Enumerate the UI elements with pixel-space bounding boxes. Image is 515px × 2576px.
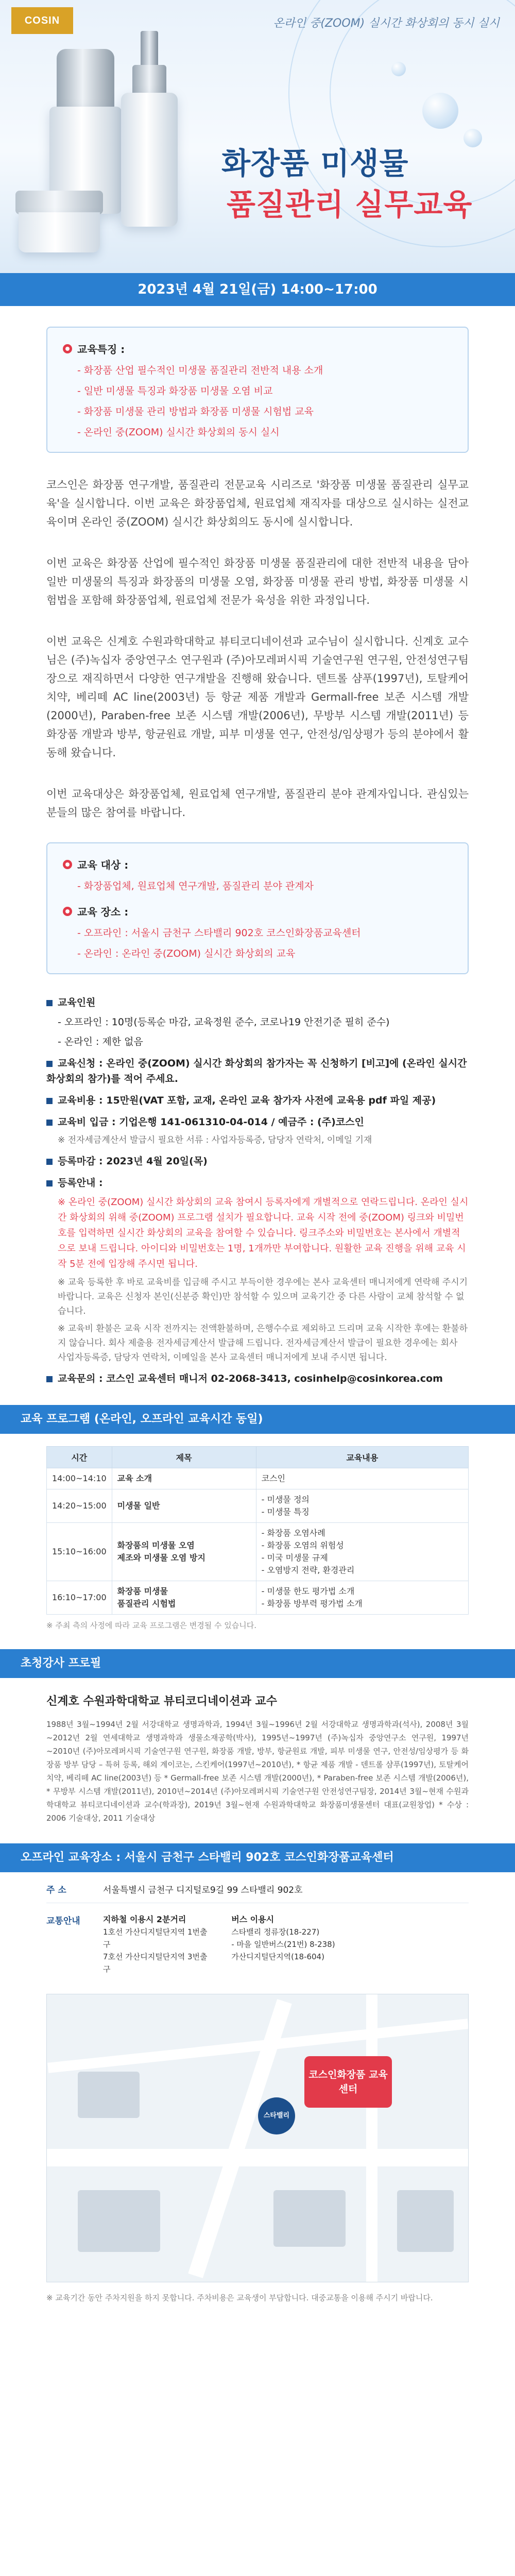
headcount-label: 교육인원: [46, 995, 469, 1010]
place-item: - 오프라인 : 서울시 금천구 스타밸리 902호 코스인화장품교육센터: [77, 927, 361, 939]
pump-bottle-image: [121, 31, 178, 227]
square-bullet-icon: [46, 1000, 53, 1006]
bullet-icon: [63, 344, 72, 353]
map-block: [78, 2190, 160, 2252]
deadline-info: 등록마감 : 2023년 4월 20일(목): [46, 1154, 469, 1169]
parking-note: ※ 교육기간 동안 주차지원을 하지 못합니다. 주차비용은 교육생이 부담합니다. 대중교통을 이용해 주시기 바랍니다.: [46, 2293, 433, 2302]
target-box: [46, 842, 469, 974]
subway-line: 7호선 가산디지털단지역 3번출구: [103, 1952, 208, 1974]
table-row: [47, 1468, 469, 1489]
zoom-guide: ※ 온라인 중(ZOOM) 실시간 화상회의 교육 참여시 등록자에게 개별적으로 연락드립니다. 온라인 실시간 화상회의 위해 중(ZOOM) 프로그램 설치가 필요합니다. 교육 시작 전에 중(ZOOM) 링크와 비밀번호를 입력하면 실시간 화상회의 교육을 참여할 수 있습니다. 링크주소와 비밀번호는 본사에서 개별적으로 보내 드립니다. 아이디와 비밀번호는 1명, 1개까만 부여합니다. 원활한 교육 진행을 위해 교육 시작 5분 전에 입장해 주시면 됩니다.: [58, 1197, 469, 1269]
main-content: [0, 327, 515, 2304]
target-title: 교육 대상 :: [63, 857, 452, 872]
time-cell: 15:10~16:00: [47, 1523, 112, 1581]
fee-info: 교육비용 : 15만원(VAT 포함, 교재, 온라인 교육 참가자 사전에 교육용 pdf 파일 제공): [46, 1093, 469, 1108]
speaker-header: 초청강사 프로필: [0, 1649, 515, 1678]
subject-cell: 화장품 미생물 품질관리 시험법: [112, 1581, 256, 1615]
col-subject: 제목: [112, 1447, 256, 1468]
subject-cell: 교육 소개: [112, 1468, 256, 1489]
account-note: ※ 전자세금계산서 발급시 필요한 서류 : 사업자등록증, 담당자 연락처, 이메일 기재: [58, 1135, 372, 1145]
feature-item: - 화장품 산업 필수적인 미생물 품질관리 전반적 내용 소개: [77, 365, 323, 376]
square-bullet-icon: [46, 1180, 53, 1187]
payment-note: ※ 교육 등록한 후 바로 교육비를 입금해 주시고 부득이한 경우에는 본사 교육센터 매니저에게 연락해 주시기 바랍니다. 교육은 신청자 본인(신분증 확인)만 참석할 수 있으며 교육기간 중 다른 사람이 교체 참석할 수 없습니다.: [58, 1277, 468, 1316]
refund-note: ※ 교육비 환불은 교육 시작 전까지는 전액환불하며, 은행수수료 제외하고 드리며 교육 시작한 후에는 환불하지 않습니다. 회사 제출용 전자세금계산서 발급해 드립니다. 전자세금계산서 발급이 필요한 경우에는 회사 사업자등록증, 담당자 연락처, 이메일을 본사 교육센터 매니저에게 보내 주시면 됩니다.: [58, 1324, 468, 1363]
account-info: 교육비 입금 : 기업은행 141-061310-04-014 / 예금주 : (주)코스인: [46, 1114, 469, 1130]
table-row: [47, 1581, 469, 1615]
map-destination-marker: 코스인화장품 교육센터: [304, 2056, 392, 2108]
features-box: [46, 327, 469, 453]
place-title: 교육 장소 :: [63, 904, 452, 919]
subject-cell: 화장품의 미생물 오염 제조와 미생물 오염 방지: [112, 1523, 256, 1581]
headcount-offline: - 오프라인 : 10명(등록순 마감, 교육정원 준수, 코로나19 안전기준 필히 준수): [58, 1016, 390, 1028]
subway-head: 지하철 이용시 2분거리: [103, 1914, 186, 1924]
map-road: [366, 1994, 377, 2282]
contact-info[interactable]: 교육문의 : 코스인 교육센터 매니저 02-2068-3413, cosinhelp@cosinkorea.com: [46, 1371, 469, 1386]
content-cell: - 미생물 정의 - 미생물 특징: [256, 1489, 468, 1523]
subway-line: 1호선 가산디지털단지역 1번출구: [103, 1927, 208, 1949]
hero-tagline: 온라인 중(ZOOM) 실시간 화상회의 동시 실시: [273, 17, 500, 30]
bottle-image: [49, 49, 122, 214]
droplet-image: [464, 129, 482, 147]
location-map[interactable]: [46, 1994, 469, 2282]
place-item: - 온라인 : 온라인 중(ZOOM) 실시간 화상회의 교육: [77, 948, 296, 959]
square-bullet-icon: [46, 1376, 53, 1382]
map-station-marker: 스타밸리: [258, 2097, 295, 2134]
square-bullet-icon: [46, 1159, 53, 1165]
content-cell: 코스인: [256, 1468, 468, 1489]
schedule-note: ※ 주최 측의 사정에 따라 교육 프로그램은 변경될 수 있습니다.: [46, 1621, 257, 1630]
bus-line: - 마을 일반버스(21번) 8-238): [231, 1940, 335, 1949]
intro-paragraph: 이번 교육은 신계호 수원과학대학교 뷰티코디네이션과 교수님이 실시합니다. 신계호 교수님은 (주)녹십자 중앙연구소 연구원과 (주)아모레퍼시픽 기술연구원 연구원, 안전성연구팀장으로 재직하면서 다양한 연구개발을 진행해 왔습니다. 덴트롤 샴푸(1997년), 토탈케어 치약, 베리떼 AC line(2003년) 등 항균 제품 개발과 Germall-free 보존 시스템 개발(2000년), Paraben-free 보존 시스템 개발(2006년), 무방부 시스템 개발(2011년) 등 화장품 개발과 방부, 항균원료 개발, 피부 미생물 연구, 안전성/임상평가 등의 분야에서 활동해 왔습니다.: [46, 635, 469, 759]
cream-jar-image: [15, 191, 103, 252]
map-block: [78, 2072, 140, 2118]
bullet-icon: [63, 907, 72, 916]
address-value: 서울특별시 금천구 디지털로9길 99 스타밸리 902호: [103, 1885, 303, 1895]
transit-info: [103, 1913, 339, 1975]
col-content: 교육내용: [256, 1447, 468, 1468]
intro-paragraph: 이번 교육대상은 화장품업체, 원료업체 연구개발, 품질관리 분야 관계자입니다. 관심있는 분들의 많은 참여를 바랍니다.: [46, 788, 469, 819]
subject-cell: 미생물 일반: [112, 1489, 256, 1523]
event-date: 2023년 4월 21일(금) 14:00~17:00: [0, 273, 515, 306]
transit-key: 교통안내: [46, 1916, 80, 1926]
address-key: 주 소: [46, 1885, 66, 1895]
table-row: [47, 1523, 469, 1581]
schedule-table: [46, 1446, 469, 1615]
table-header-row: [47, 1447, 469, 1468]
feature-item: - 화장품 미생물 관리 방법과 화장품 미생물 시험법 교육: [77, 406, 314, 417]
feature-item: - 온라인 중(ZOOM) 실시간 화상회의 동시 실시: [77, 427, 280, 438]
speaker-bio: 1988년 3월~1994년 2월 서강대학교 생명과학과, 1994년 3월~1996년 2월 서강대학교 생명과학과(석사), 2008년 3월~2012년 2월 연세대학교 생명과학과 생물소재공학(박사), 1995년~1997년 (주)녹십자 중앙연구소 연구원, 1997년~2010년 (주)아모레퍼시픽 기술연구원 연구원, 화장품 개발, 방부, 항균원료 개발, 피부 미생물 연구, 안전성/임상평가 등 화장품 방부 담당 – 특허 등록, 해외 계이코는, 스킨케어(1997년~2010년), * 항균 제품 개발 - 덴트롤 샴푸(1997년), 토탈케어 치약, 베리떼 AC line(2003년) 등 * Germall-free 보존 시스템 개발(2000년), * Paraben-free 보존 시스템 개발(2006년), * 무방부 시스템 개발(2011년), 2010년~2014년 (주)아모레퍼시픽 기술연구원 안전성연구팀장, 2014년 3월~현재 수원과학대학교 뷰티코디네이션과 교수(학과장), 2019년 3월~현재 수원과학대학교 화장품미생물센터 대표(교원창업) * 수상 : 2006 기술대상, 2011 기술대상: [46, 1720, 469, 1823]
location-header: 오프라인 교육장소 : 서울시 금천구 스타밸리 902호 코스인화장품교육센터: [0, 1843, 515, 1872]
droplet-image: [391, 62, 406, 76]
features-title: 교육특징 :: [63, 341, 452, 356]
table-row: [47, 1489, 469, 1523]
square-bullet-icon: [46, 1098, 53, 1104]
subway-info: [103, 1913, 211, 1975]
bus-head: 버스 이용시: [231, 1914, 274, 1924]
hero-banner: [0, 0, 515, 273]
bullet-icon: [63, 860, 72, 869]
map-block: [397, 2190, 454, 2252]
intro-paragraph: 코스인은 화장품 연구개발, 품질관리 전문교육 시리즈로 '화장품 미생물 품질관리 실무교육'을 실시합니다. 이번 교육은 화장품업체, 원료업체 재직자를 대상으로 실시하는 실전교육이며 온라인 중(ZOOM) 실시간 화상회의도 동시에 실시합니다.: [46, 479, 469, 528]
bus-line: 스타밸리 정류장(18-227): [231, 1927, 320, 1937]
time-cell: 14:00~14:10: [47, 1468, 112, 1489]
hero-title-line2: 품질관리 실무교육: [227, 187, 473, 222]
content-cell: - 미생물 한도 평가법 소개 - 화장품 방부력 평가법 소개: [256, 1581, 468, 1615]
content-cell: - 화장품 오염사례 - 화장품 오염의 위험성 - 미국 미생물 규제 - 오염방지 전략, 환경관리: [256, 1523, 468, 1581]
hero-title-line1: 화장품 미생물: [221, 146, 409, 181]
cosin-logo[interactable]: COSIN: [11, 7, 73, 34]
speaker-name: 신계호 수원과학대학교 뷰티코디네이션과 교수: [46, 1695, 278, 1708]
square-bullet-icon: [46, 1061, 53, 1067]
guide-label: 등록안내 :: [46, 1175, 469, 1191]
map-block: [273, 2190, 346, 2247]
apply-info: 교육신청 : 온라인 중(ZOOM) 실시간 화상회의 참가자는 꼭 신청하기 [비고]에 (온라인 실시간 화상회의 참가)를 적어 주세요.: [46, 1058, 467, 1084]
address-row: [46, 1883, 469, 1903]
schedule-header: 교육 프로그램 (온라인, 오프라인 교육시간 동일): [0, 1405, 515, 1434]
headcount-online: - 온라인 : 제한 없음: [58, 1036, 143, 1047]
intro-paragraph: 이번 교육은 화장품 산업에 필수적인 화장품 미생물 품질관리에 대한 전반적 내용을 담아 일반 미생물의 특징과 화장품의 미생물 오염, 화장품 미생물 관리 방법, 화장품 미생물 시험법을 포함해 화장품업체, 원료업체 전문가 육성을 위한 과정입니다.: [46, 557, 469, 606]
bus-line: 가산디지털단지역(18-604): [231, 1952, 324, 1961]
target-item: - 화장품업체, 원료업체 연구개발, 품질관리 분야 관계자: [77, 880, 314, 892]
map-road: [47, 2149, 469, 2166]
transit-row: [46, 1913, 469, 1982]
bus-info: [231, 1913, 339, 1975]
time-cell: 16:10~17:00: [47, 1581, 112, 1615]
feature-item: - 일반 미생물 특징과 화장품 미생물 오염 비교: [77, 385, 273, 397]
col-time: 시간: [47, 1447, 112, 1468]
droplet-image: [422, 93, 458, 129]
square-bullet-icon: [46, 1120, 53, 1126]
time-cell: 14:20~15:00: [47, 1489, 112, 1523]
registration-details: [46, 995, 469, 1386]
